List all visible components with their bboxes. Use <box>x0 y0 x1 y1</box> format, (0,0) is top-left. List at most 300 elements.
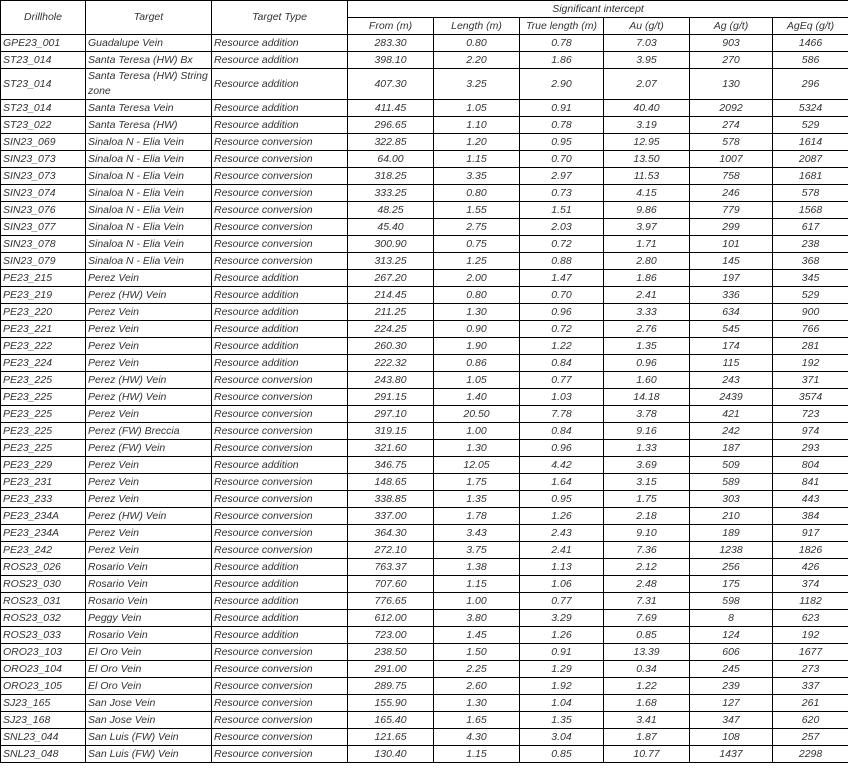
cell-target-type: Resource conversion <box>212 134 348 151</box>
cell-target: Perez Vein <box>86 338 212 355</box>
cell-target: Santa Teresa Vein <box>86 100 212 117</box>
cell-length: 1.25 <box>434 253 520 270</box>
header-au: Au (g/t) <box>604 18 690 35</box>
cell-ageq: 617 <box>773 219 848 236</box>
cell-target-type: Resource addition <box>212 117 348 134</box>
cell-from: 267.20 <box>348 270 434 287</box>
cell-true-length: 0.88 <box>520 253 604 270</box>
cell-target: El Oro Vein <box>86 644 212 661</box>
cell-drillhole: SIN23_069 <box>1 134 86 151</box>
cell-au: 1.60 <box>604 372 690 389</box>
table-row <box>1 372 848 389</box>
cell-ageq: 337 <box>773 678 848 695</box>
cell-ageq: 296 <box>773 69 848 100</box>
cell-au: 1.22 <box>604 678 690 695</box>
cell-ageq: 586 <box>773 52 848 69</box>
cell-target-type: Resource addition <box>212 559 348 576</box>
cell-ageq: 620 <box>773 712 848 729</box>
cell-ageq: 426 <box>773 559 848 576</box>
cell-length: 1.30 <box>434 695 520 712</box>
cell-target-type: Resource conversion <box>212 219 348 236</box>
cell-true-length: 1.13 <box>520 559 604 576</box>
cell-au: 3.41 <box>604 712 690 729</box>
cell-au: 1.35 <box>604 338 690 355</box>
table-row <box>1 627 848 644</box>
cell-au: 2.41 <box>604 287 690 304</box>
cell-target-type: Resource addition <box>212 627 348 644</box>
cell-ag: 589 <box>690 474 773 491</box>
cell-target-type: Resource conversion <box>212 406 348 423</box>
cell-from: 165.40 <box>348 712 434 729</box>
table-row <box>1 287 848 304</box>
cell-from: 612.00 <box>348 610 434 627</box>
cell-length: 1.65 <box>434 712 520 729</box>
cell-length: 3.25 <box>434 69 520 100</box>
cell-length: 0.80 <box>434 35 520 52</box>
cell-ageq: 368 <box>773 253 848 270</box>
cell-from: 272.10 <box>348 542 434 559</box>
table-row <box>1 729 848 746</box>
table-row <box>1 236 848 253</box>
cell-from: 297.10 <box>348 406 434 423</box>
cell-target: Sinaloa N - Elia Vein <box>86 134 212 151</box>
cell-from: 260.30 <box>348 338 434 355</box>
cell-from: 319.15 <box>348 423 434 440</box>
cell-au: 1.68 <box>604 695 690 712</box>
cell-true-length: 1.86 <box>520 52 604 69</box>
cell-target-type: Resource addition <box>212 52 348 69</box>
cell-target: Perez (HW) Vein <box>86 389 212 406</box>
cell-from: 763.37 <box>348 559 434 576</box>
cell-ag: 101 <box>690 236 773 253</box>
cell-ageq: 374 <box>773 576 848 593</box>
cell-from: 148.65 <box>348 474 434 491</box>
cell-ag: 239 <box>690 678 773 695</box>
cell-drillhole: SIN23_078 <box>1 236 86 253</box>
cell-length: 0.86 <box>434 355 520 372</box>
cell-au: 3.69 <box>604 457 690 474</box>
cell-target: Perez Vein <box>86 270 212 287</box>
cell-drillhole: ST23_014 <box>1 52 86 69</box>
cell-ageq: 192 <box>773 627 848 644</box>
cell-ageq: 1182 <box>773 593 848 610</box>
cell-length: 2.60 <box>434 678 520 695</box>
cell-drillhole: SJ23_165 <box>1 695 86 712</box>
cell-from: 222.32 <box>348 355 434 372</box>
cell-target: San Luis (FW) Vein <box>86 729 212 746</box>
cell-drillhole: SNL23_044 <box>1 729 86 746</box>
cell-target-type: Resource conversion <box>212 695 348 712</box>
cell-from: 338.85 <box>348 491 434 508</box>
cell-ag: 175 <box>690 576 773 593</box>
cell-target: El Oro Vein <box>86 661 212 678</box>
cell-target: Perez Vein <box>86 355 212 372</box>
cell-length: 0.80 <box>434 185 520 202</box>
cell-from: 238.50 <box>348 644 434 661</box>
cell-target-type: Resource conversion <box>212 151 348 168</box>
cell-drillhole: SJ23_168 <box>1 712 86 729</box>
cell-ag: 270 <box>690 52 773 69</box>
cell-au: 12.95 <box>604 134 690 151</box>
table-row <box>1 202 848 219</box>
table-header <box>1 1 848 35</box>
cell-target: Peggy Vein <box>86 610 212 627</box>
cell-au: 3.78 <box>604 406 690 423</box>
cell-au: 1.71 <box>604 236 690 253</box>
cell-drillhole: ST23_014 <box>1 69 86 100</box>
cell-target-type: Resource addition <box>212 69 348 100</box>
cell-ag: 606 <box>690 644 773 661</box>
cell-ag: 421 <box>690 406 773 423</box>
cell-length: 1.90 <box>434 338 520 355</box>
header-drillhole: Drillhole <box>1 1 86 35</box>
cell-true-length: 0.77 <box>520 593 604 610</box>
cell-target-type: Resource addition <box>212 457 348 474</box>
cell-target: Sinaloa N - Elia Vein <box>86 253 212 270</box>
table-row <box>1 117 848 134</box>
cell-ageq: 1466 <box>773 35 848 52</box>
cell-from: 398.10 <box>348 52 434 69</box>
table-row <box>1 185 848 202</box>
cell-true-length: 4.42 <box>520 457 604 474</box>
cell-true-length: 0.95 <box>520 134 604 151</box>
cell-length: 1.05 <box>434 100 520 117</box>
cell-target-type: Resource addition <box>212 576 348 593</box>
cell-au: 3.97 <box>604 219 690 236</box>
cell-from: 346.75 <box>348 457 434 474</box>
cell-ageq: 529 <box>773 287 848 304</box>
cell-ageq: 766 <box>773 321 848 338</box>
cell-target-type: Resource conversion <box>212 202 348 219</box>
table-row <box>1 695 848 712</box>
cell-au: 2.80 <box>604 253 690 270</box>
table-row <box>1 576 848 593</box>
cell-drillhole: PE23_225 <box>1 440 86 457</box>
cell-target: Perez (FW) Vein <box>86 440 212 457</box>
cell-target-type: Resource conversion <box>212 542 348 559</box>
cell-ageq: 3574 <box>773 389 848 406</box>
table-row <box>1 542 848 559</box>
cell-ag: 779 <box>690 202 773 219</box>
cell-ag: 189 <box>690 525 773 542</box>
cell-target-type: Resource addition <box>212 270 348 287</box>
cell-ag: 8 <box>690 610 773 627</box>
cell-ag: 347 <box>690 712 773 729</box>
cell-ag: 124 <box>690 627 773 644</box>
cell-target-type: Resource addition <box>212 304 348 321</box>
cell-target-type: Resource addition <box>212 338 348 355</box>
cell-true-length: 2.43 <box>520 525 604 542</box>
cell-ag: 115 <box>690 355 773 372</box>
cell-ageq: 841 <box>773 474 848 491</box>
cell-target-type: Resource addition <box>212 321 348 338</box>
cell-from: 48.25 <box>348 202 434 219</box>
table-row <box>1 253 848 270</box>
cell-length: 1.00 <box>434 423 520 440</box>
table-row <box>1 389 848 406</box>
table-row <box>1 69 848 100</box>
table-row <box>1 52 848 69</box>
cell-from: 321.60 <box>348 440 434 457</box>
cell-true-length: 0.70 <box>520 287 604 304</box>
table-row <box>1 508 848 525</box>
cell-length: 2.25 <box>434 661 520 678</box>
cell-true-length: 2.03 <box>520 219 604 236</box>
cell-au: 3.33 <box>604 304 690 321</box>
cell-drillhole: PE23_234A <box>1 525 86 542</box>
cell-true-length: 2.90 <box>520 69 604 100</box>
table-row <box>1 338 848 355</box>
cell-true-length: 1.92 <box>520 678 604 695</box>
cell-au: 1.87 <box>604 729 690 746</box>
cell-true-length: 1.26 <box>520 627 604 644</box>
cell-drillhole: ROS23_033 <box>1 627 86 644</box>
cell-ageq: 261 <box>773 695 848 712</box>
cell-from: 283.30 <box>348 35 434 52</box>
cell-true-length: 1.22 <box>520 338 604 355</box>
cell-au: 2.76 <box>604 321 690 338</box>
cell-ag: 242 <box>690 423 773 440</box>
cell-length: 1.45 <box>434 627 520 644</box>
cell-length: 1.50 <box>434 644 520 661</box>
table-body <box>1 35 848 763</box>
cell-true-length: 0.77 <box>520 372 604 389</box>
cell-true-length: 0.73 <box>520 185 604 202</box>
cell-au: 3.15 <box>604 474 690 491</box>
cell-au: 14.18 <box>604 389 690 406</box>
cell-drillhole: PE23_220 <box>1 304 86 321</box>
cell-ag: 545 <box>690 321 773 338</box>
header-ag: Ag (g/t) <box>690 18 773 35</box>
cell-drillhole: PE23_222 <box>1 338 86 355</box>
cell-ag: 210 <box>690 508 773 525</box>
cell-ageq: 238 <box>773 236 848 253</box>
cell-length: 0.80 <box>434 287 520 304</box>
cell-length: 2.75 <box>434 219 520 236</box>
header-true-length: True length (m) <box>520 18 604 35</box>
cell-ageq: 578 <box>773 185 848 202</box>
cell-ag: 336 <box>690 287 773 304</box>
table-row <box>1 474 848 491</box>
cell-ageq: 371 <box>773 372 848 389</box>
cell-true-length: 7.78 <box>520 406 604 423</box>
cell-from: 291.00 <box>348 661 434 678</box>
cell-target: Sinaloa N - Elia Vein <box>86 219 212 236</box>
cell-drillhole: ROS23_032 <box>1 610 86 627</box>
cell-target: Sinaloa N - Elia Vein <box>86 168 212 185</box>
cell-length: 20.50 <box>434 406 520 423</box>
cell-ageq: 281 <box>773 338 848 355</box>
cell-length: 0.75 <box>434 236 520 253</box>
cell-length: 1.15 <box>434 151 520 168</box>
cell-au: 1.33 <box>604 440 690 457</box>
cell-from: 723.00 <box>348 627 434 644</box>
cell-ageq: 293 <box>773 440 848 457</box>
cell-from: 291.15 <box>348 389 434 406</box>
cell-length: 1.05 <box>434 372 520 389</box>
cell-drillhole: ST23_014 <box>1 100 86 117</box>
cell-length: 3.35 <box>434 168 520 185</box>
cell-target: El Oro Vein <box>86 678 212 695</box>
cell-drillhole: SIN23_073 <box>1 168 86 185</box>
cell-target-type: Resource conversion <box>212 661 348 678</box>
cell-target: Santa Teresa (HW) Bx <box>86 52 212 69</box>
cell-from: 243.80 <box>348 372 434 389</box>
cell-au: 7.36 <box>604 542 690 559</box>
cell-target-type: Resource conversion <box>212 491 348 508</box>
cell-au: 2.18 <box>604 508 690 525</box>
cell-ag: 243 <box>690 372 773 389</box>
cell-length: 3.43 <box>434 525 520 542</box>
cell-ag: 303 <box>690 491 773 508</box>
cell-ag: 187 <box>690 440 773 457</box>
cell-ag: 245 <box>690 661 773 678</box>
cell-true-length: 1.51 <box>520 202 604 219</box>
cell-true-length: 1.04 <box>520 695 604 712</box>
cell-au: 0.34 <box>604 661 690 678</box>
header-target: Target <box>86 1 212 35</box>
cell-target: Perez (HW) Vein <box>86 508 212 525</box>
cell-target-type: Resource conversion <box>212 678 348 695</box>
cell-true-length: 0.84 <box>520 355 604 372</box>
cell-true-length: 1.64 <box>520 474 604 491</box>
cell-ag: 903 <box>690 35 773 52</box>
cell-ag: 509 <box>690 457 773 474</box>
cell-au: 2.07 <box>604 69 690 100</box>
cell-ageq: 192 <box>773 355 848 372</box>
cell-target: Guadalupe Vein <box>86 35 212 52</box>
cell-true-length: 0.85 <box>520 746 604 763</box>
cell-ag: 197 <box>690 270 773 287</box>
cell-target-type: Resource conversion <box>212 440 348 457</box>
cell-target-type: Resource addition <box>212 355 348 372</box>
cell-target-type: Resource addition <box>212 610 348 627</box>
table-row <box>1 134 848 151</box>
cell-ag: 130 <box>690 69 773 100</box>
cell-ag: 2439 <box>690 389 773 406</box>
cell-target-type: Resource addition <box>212 35 348 52</box>
cell-au: 10.77 <box>604 746 690 763</box>
cell-ageq: 345 <box>773 270 848 287</box>
cell-ageq: 917 <box>773 525 848 542</box>
cell-au: 7.31 <box>604 593 690 610</box>
cell-target: Sinaloa N - Elia Vein <box>86 151 212 168</box>
cell-target-type: Resource conversion <box>212 508 348 525</box>
cell-target-type: Resource conversion <box>212 372 348 389</box>
cell-target: Perez Vein <box>86 525 212 542</box>
cell-drillhole: ORO23_105 <box>1 678 86 695</box>
cell-ag: 1238 <box>690 542 773 559</box>
cell-au: 7.69 <box>604 610 690 627</box>
cell-ag: 2092 <box>690 100 773 117</box>
cell-target: Perez (HW) Vein <box>86 372 212 389</box>
cell-length: 1.38 <box>434 559 520 576</box>
cell-length: 1.00 <box>434 593 520 610</box>
cell-target: Rosario Vein <box>86 593 212 610</box>
cell-true-length: 0.72 <box>520 321 604 338</box>
cell-drillhole: PE23_215 <box>1 270 86 287</box>
cell-target: Perez (HW) Vein <box>86 287 212 304</box>
cell-length: 1.10 <box>434 117 520 134</box>
cell-ageq: 384 <box>773 508 848 525</box>
cell-true-length: 1.35 <box>520 712 604 729</box>
header-from: From (m) <box>348 18 434 35</box>
cell-au: 13.50 <box>604 151 690 168</box>
cell-true-length: 0.96 <box>520 440 604 457</box>
table-row <box>1 219 848 236</box>
cell-ageq: 2298 <box>773 746 848 763</box>
cell-true-length: 0.84 <box>520 423 604 440</box>
cell-drillhole: PE23_225 <box>1 406 86 423</box>
cell-ag: 758 <box>690 168 773 185</box>
table-row <box>1 559 848 576</box>
cell-from: 121.65 <box>348 729 434 746</box>
table-row <box>1 678 848 695</box>
table-row <box>1 406 848 423</box>
cell-target-type: Resource conversion <box>212 168 348 185</box>
cell-ageq: 1826 <box>773 542 848 559</box>
cell-drillhole: SIN23_073 <box>1 151 86 168</box>
cell-drillhole: PE23_234A <box>1 508 86 525</box>
cell-from: 300.90 <box>348 236 434 253</box>
cell-drillhole: ROS23_026 <box>1 559 86 576</box>
cell-from: 313.25 <box>348 253 434 270</box>
cell-from: 64.00 <box>348 151 434 168</box>
cell-from: 289.75 <box>348 678 434 695</box>
cell-from: 707.60 <box>348 576 434 593</box>
cell-au: 2.48 <box>604 576 690 593</box>
table-row <box>1 491 848 508</box>
cell-true-length: 0.70 <box>520 151 604 168</box>
table-row <box>1 661 848 678</box>
table-row <box>1 593 848 610</box>
cell-target-type: Resource addition <box>212 593 348 610</box>
cell-ageq: 1681 <box>773 168 848 185</box>
cell-drillhole: PE23_229 <box>1 457 86 474</box>
cell-ag: 598 <box>690 593 773 610</box>
cell-au: 11.53 <box>604 168 690 185</box>
table-row <box>1 440 848 457</box>
cell-au: 1.75 <box>604 491 690 508</box>
cell-target: Santa Teresa (HW) <box>86 117 212 134</box>
cell-ageq: 974 <box>773 423 848 440</box>
cell-from: 322.85 <box>348 134 434 151</box>
cell-from: 211.25 <box>348 304 434 321</box>
cell-target-type: Resource conversion <box>212 729 348 746</box>
cell-true-length: 0.95 <box>520 491 604 508</box>
table-row <box>1 321 848 338</box>
header-target-type: Target Type <box>212 1 348 35</box>
table-row <box>1 712 848 729</box>
cell-true-length: 0.91 <box>520 100 604 117</box>
table-row <box>1 423 848 440</box>
cell-ag: 127 <box>690 695 773 712</box>
cell-au: 9.86 <box>604 202 690 219</box>
cell-ag: 274 <box>690 117 773 134</box>
cell-from: 296.65 <box>348 117 434 134</box>
cell-target: Perez (FW) Breccia <box>86 423 212 440</box>
cell-target: Sinaloa N - Elia Vein <box>86 236 212 253</box>
cell-drillhole: ST23_022 <box>1 117 86 134</box>
cell-ag: 246 <box>690 185 773 202</box>
cell-target-type: Resource conversion <box>212 389 348 406</box>
cell-au: 3.95 <box>604 52 690 69</box>
cell-ageq: 2087 <box>773 151 848 168</box>
cell-true-length: 0.72 <box>520 236 604 253</box>
table-row <box>1 457 848 474</box>
cell-target: Perez Vein <box>86 304 212 321</box>
table-row <box>1 151 848 168</box>
